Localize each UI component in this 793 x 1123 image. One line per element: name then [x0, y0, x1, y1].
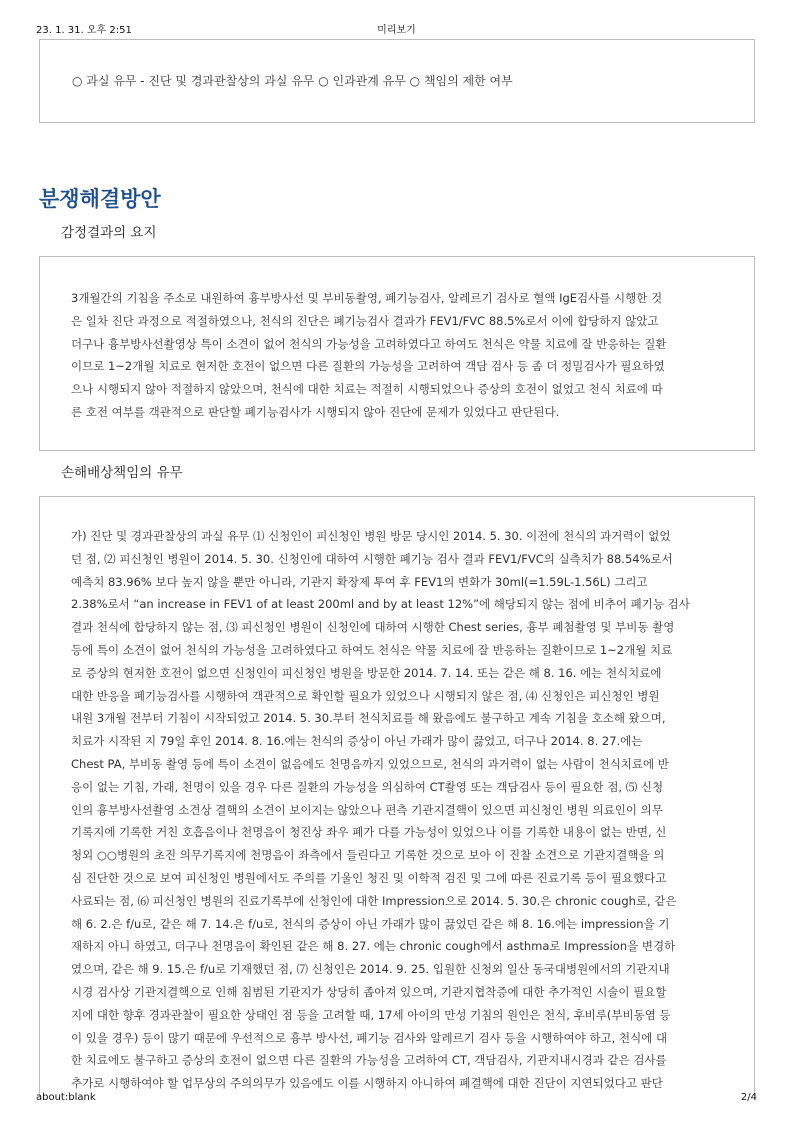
summary-line: 은 일차 진단 과정으로 적절하였으나, 천식의 진단은 폐기능검사 결과가 FEV1/FVC 88.5%로서 이에 합당하지 않았고	[71, 313, 659, 328]
liability-line: 해 6. 2.은 f/u로, 같은 해 7. 14.은 f/u로, 천식의 증상이 아닌 가래가 많이 끓었던 같은 해 8. 16.에는 impression을 기	[71, 916, 670, 931]
liability-line: 지에 대한 향후 경과관찰이 필요한 상태인 점 등을 고려할 때, 17세 아이의 만성 기침의 원인은 천식, 후비루(부비동염 등	[71, 1007, 671, 1022]
summary-box	[39, 256, 755, 451]
print-header-title: 미리보기	[377, 25, 416, 36]
issues-text: ○ 과실 유무 - 진단 및 경과관찰상의 과실 유무 ○ 인과관계 유무 ○ 책임의 제한 여부	[72, 74, 513, 88]
summary-line: 으나 시행되지 않아 적절하지 않았으며, 천식에 대한 치료는 적절히 시행되었으나 증상의 호전이 없었고 천식 치료에 따	[71, 382, 663, 397]
liability-line: 응이 없는 기침, 가래, 천명이 있을 경우 다른 질환의 가능성을 의심하여 CT촬영 또는 객담검사 등이 필요한 점, ⑸ 신청	[71, 779, 664, 794]
liability-line: 사료되는 점, ⑹ 피신청인 병원의 진료기록부에 신청인에 대한 Impression으로 2014. 5. 30.은 chronic cough로, 같은	[71, 893, 677, 908]
liability-line: 내원 3개월 전부터 기침이 시작되었고 2014. 5. 30.부터 천식치료를 해 왔음에도 불구하고 계속 기침을 호소해 왔으며,	[71, 711, 666, 726]
summary-line: 더구나 흉부방사선촬영상 특이 소견이 없어 천식의 가능성을 고려하였다고 하여도 천식은 약물 치료에 잘 반응하는 질환	[71, 336, 667, 351]
liability-line: 대한 반응을 폐기능검사를 시행하여 객관적으로 확인할 필요가 있었으나 시행되지 않은 점, ⑷ 신청인은 피신청인 병원	[71, 688, 660, 703]
liability-line: 치료가 시작된 지 79일 후인 2014. 8. 16.에는 천식의 증상이 아닌 가래가 많이 끓었고, 더구나 2014. 8. 27.에는	[71, 734, 643, 749]
print-footer-url: about:blank	[36, 1092, 96, 1103]
liability-paragraph	[71, 525, 690, 1095]
liability-line: 로 증상의 현저한 호전이 없으면 신청인이 피신청인 병원을 방문한 2014. 7. 14. 또는 같은 해 8. 16. 에는 천식치료에	[71, 665, 662, 680]
print-footer-page-number: 2/4	[740, 1092, 757, 1103]
issues-box	[39, 39, 755, 123]
liability-line: 재하지 아니 하였고, 더구나 천명음이 확인된 같은 해 8. 27. 에는 chronic cough에서 asthma로 Impression을 변경하	[71, 939, 676, 954]
liability-line: 결과 천식에 합당하지 않는 점, ⑶ 피신청인 병원이 신청인에 대하여 시행한 Chest series, 흉부 폐첨촬영 및 부비동 촬영	[71, 620, 675, 635]
liability-line: 가) 진단 및 경과관찰상의 과실 유무 ⑴ 신청인이 피신청인 병원 방문 당시인 2014. 5. 30. 이전에 천식의 과거력이 없었	[71, 529, 671, 543]
liability-line: 이 있을 경우) 등이 많기 때문에 우선적으로 흉부 방사선, 폐기능 검사와 알레르기 검사 등을 시행하여야 하고, 천식에 대	[71, 1030, 668, 1045]
liability-line: 인의 흉부방사선촬영 소견상 결핵의 소견이 보이지는 않았으나 편측 기관지결핵이 있으면 피신청인 병원 의료인이 의무	[71, 802, 663, 817]
liability-line: 시경 검사상 기관지결핵으로 인해 침범된 기관지가 상당히 좁아져 있으며, 기관지협착증에 대한 추가적인 시술이 필요할	[71, 984, 667, 999]
liability-line: 던 점, ⑵ 피신청인 병원이 2014. 5. 30. 신청인에 대하여 시행한 폐기능 검사 결과 FEV1/FVC의 실측치가 88.54%로서	[71, 551, 673, 566]
liability-line: 기록지에 기록한 거친 호흡음이나 천명음이 청진상 좌우 폐가 다를 가능성이 있었으나 이를 기록한 내용이 없는 반면, 신	[71, 825, 667, 840]
summary-paragraph	[71, 287, 667, 424]
summary-line: 3개월간의 기침을 주소로 내원하여 흉부방사선 및 부비동촬영, 폐기능검사, 알레르기 검사로 혈액 IgE검사를 시행한 것	[71, 291, 663, 305]
liability-line: 청외 ○○병원의 초진 의무기록지에 천명음이 좌측에서 들린다고 기록한 것으로 보아 이 진찰 소견으로 기관지결핵을 의	[71, 848, 665, 863]
liability-line: Chest PA, 부비동 촬영 등에 특이 소견이 없음에도 천명음까지 있었으므로, 천식의 과거력이 없는 사람이 천식치료에 반	[71, 756, 669, 771]
liability-line: 한 치료에도 불구하고 증상의 호전이 없으면 다른 질환의 가능성을 고려하여 CT, 객담검사, 기관지내시경과 같은 검사를	[71, 1053, 667, 1068]
liability-heading: 손해배상책임의 유무	[61, 465, 183, 481]
liability-line: 등에 특이 소견이 없어 천식의 가능성을 고려하였다고 하여도 천식은 약물 치료에 잘 반응하는 질환이므로 1~2개월 치료	[71, 642, 673, 657]
summary-heading: 감정결과의 요지	[61, 225, 157, 241]
summary-line: 른 호전 여부를 객관적으로 판단할 폐기능검사가 시행되지 않아 진단에 문제가 있었다고 판단된다.	[71, 404, 560, 419]
liability-line: 였으며, 같은 해 9. 15.은 f/u로 기재했던 점, ⑺ 신청인은 2014. 9. 25. 입원한 신청외 일산 동국대병원에서의 기관지내	[71, 962, 670, 977]
section-title: 분쟁해결방안	[39, 187, 161, 211]
liability-line: 추가로 시행하여야 할 업무상의 주의의무가 있음에도 이를 시행하지 아니하여 폐결핵에 대한 진단이 지연되었다고 판단	[71, 1076, 663, 1091]
liability-line: 2.38%로서 “an increase in FEV1 of at least 200ml and by at least 12%”에 해당되지 않는 점에 비추어 폐기능 검사	[71, 597, 690, 612]
summary-line: 이므로 1~2개월 치료로 현저한 호전이 없으면 다른 질환의 가능성을 고려하여 객담 검사 등 좀 더 정밀검사가 필요하였	[71, 359, 665, 374]
liability-box	[39, 496, 755, 1096]
liability-line: 예측치 83.96% 보다 높지 않을 뿐만 아니라, 기관지 확장제 투여 후 FEV1의 변화가 30ml(=1.59L-1.56L) 그리고	[71, 574, 648, 589]
print-header-datetime: 23. 1. 31. 오후 2:51	[36, 25, 132, 36]
liability-line: 심 진단한 것으로 보여 피신청인 병원에서도 주의를 기울인 청진 및 이학적 검진 및 그에 따른 진료기록 등이 필요했다고	[71, 870, 667, 885]
